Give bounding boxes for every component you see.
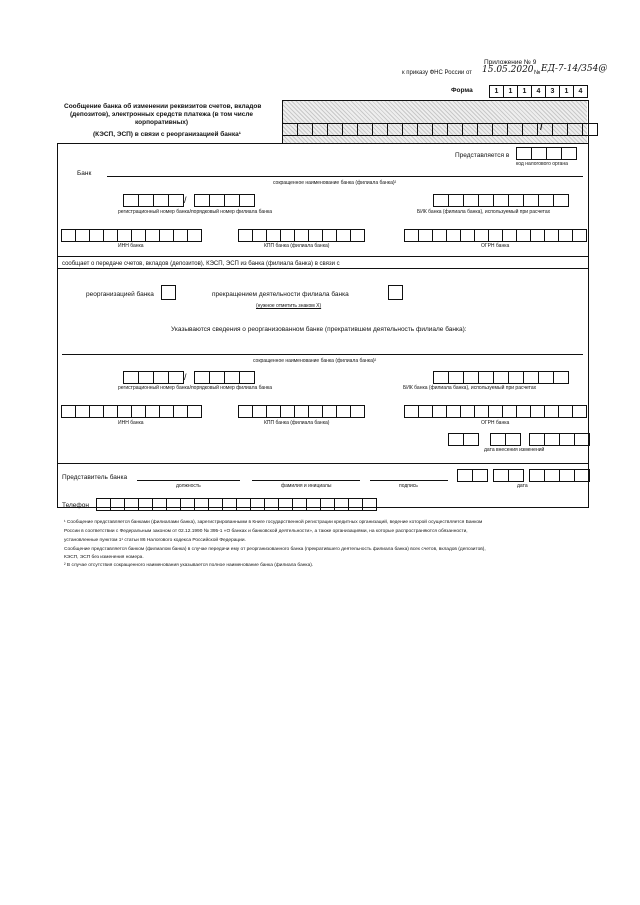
position-line[interactable]: [137, 480, 240, 481]
inn-input[interactable]: [61, 229, 201, 242]
form-code-digit: 4: [573, 85, 588, 98]
phone-input[interactable]: [96, 498, 376, 511]
tax-code-caption: код налогового органа: [516, 161, 568, 167]
footnote-2: ² В случае отсутствия сокращенного наименования указывается полное наименование банка (филиала банка).: [64, 563, 314, 568]
sign-date-caption: дата: [517, 483, 528, 489]
title-slash: /: [540, 122, 543, 132]
title-line2: (депозитов), электронных средств платежа (в том числе: [70, 111, 254, 118]
form-code-digit: 1: [559, 85, 574, 98]
kpp-input[interactable]: [238, 229, 364, 242]
form-label: Форма: [451, 87, 473, 94]
footnote-1d: Сообщение представляется банком (филиалом банка) в случае передачи ему от реорганизованного банка (прекратившего деятельность филиала банка) всех счетов, вкладов (депозитов),: [64, 547, 486, 552]
ogrn-input[interactable]: [404, 229, 586, 242]
transfer-divider-top: [57, 256, 588, 257]
bank-label: Банк: [77, 170, 92, 177]
form-code-digit: 3: [545, 85, 560, 98]
title-line3: корпоративных): [135, 119, 189, 126]
reorganized-info-heading: Указываются сведения о реорганизованном банке (прекратившем деятельность филиале банка):: [171, 326, 467, 333]
reorg-slash: /: [184, 372, 187, 382]
termination-checkbox[interactable]: [388, 285, 403, 300]
ogrn-caption: ОГРН банка: [481, 243, 510, 249]
reorg-label: реорганизацией банка: [86, 291, 154, 298]
phone-label: Телефон: [62, 502, 89, 509]
signature-divider: [57, 463, 588, 464]
sign-month-input[interactable]: [493, 469, 523, 482]
reorg-ogrn-caption: ОГРН банка: [481, 420, 510, 426]
signature-caption: подпись: [399, 483, 418, 489]
reorg-reg-caption: регистрационный номер банка/порядковый номер филиала банка: [118, 385, 273, 391]
form-code-digit: 4: [531, 85, 546, 98]
order-no-prefix: №: [534, 70, 541, 76]
reorg-checkbox[interactable]: [161, 285, 176, 300]
reorg-name-line[interactable]: [62, 354, 583, 355]
bik-caption: БИК банка (филиала банка), используемый при расчетах: [417, 209, 551, 215]
reorg-short-name-caption: сокращенное наименование банка (филиала банка)²: [253, 358, 377, 364]
title-line4: (КЭСП, ЭСП) в связи с реорганизацией банка¹: [93, 131, 241, 138]
change-day-input[interactable]: [448, 433, 478, 446]
kpp-caption: КПП банка (филиала банка): [264, 243, 330, 249]
reorg-bik-caption: БИК банка (филиала банка), используемый при расчетах: [403, 385, 537, 391]
reorg-kpp-caption: КПП банка (филиала банка): [264, 420, 330, 426]
termination-label: прекращением деятельности филиала банка: [212, 291, 349, 298]
change-month-input[interactable]: [490, 433, 520, 446]
order-prefix: к приказу ФНС России от: [402, 70, 472, 76]
reorg-bik-input[interactable]: [433, 371, 568, 384]
signature-line[interactable]: [370, 480, 448, 481]
footnote-1b: России в соответствии с Федеральным законом от 02.12.1990 № 395-1 «О банках и банковской деятельности», а также организациями, на которые распространяются обязанности,: [64, 529, 468, 534]
sign-day-input[interactable]: [457, 469, 487, 482]
change-date-caption: дата внесения изменений: [484, 447, 545, 453]
branch-number-input[interactable]: [194, 194, 254, 207]
footnote-1c: установленные пунктом 1¹ статьи 86 Налогового кодекса Российской Федерации.: [64, 538, 246, 543]
title-divider: [57, 143, 588, 144]
reorg-inn-input[interactable]: [61, 405, 201, 418]
form-code-digit: 1: [489, 85, 504, 98]
change-year-input[interactable]: [529, 433, 589, 446]
reorg-ogrn-input[interactable]: [404, 405, 586, 418]
form-code-digit: 1: [503, 85, 518, 98]
order-number: ЕД-7-14/354@: [541, 64, 608, 74]
form-code-cells: [489, 85, 587, 98]
form-code-digit: 1: [517, 85, 532, 98]
presented-to-label: Представляется в: [455, 152, 510, 159]
bank-short-name-caption: сокращенное наименование банка (филиала банка)²: [273, 180, 397, 186]
footnote-1e: КЭСП, ЭСП без изменения номера.: [64, 555, 144, 560]
reg-number-input[interactable]: [123, 194, 183, 207]
rep-label: Представитель банка: [62, 474, 128, 481]
bik-input[interactable]: [433, 194, 568, 207]
order-date: 15.05.2020: [482, 65, 534, 75]
title-number-cells[interactable]: [282, 123, 597, 136]
appendix-label: Приложение № 9: [484, 59, 537, 66]
reorg-inn-caption: ИНН банка: [118, 420, 144, 426]
inn-caption: ИНН банка: [118, 243, 144, 249]
footnote-1: ¹ Сообщение представляется банками (филиалами банка), зарегистрированными в Книге государственной регистрации кредитных организаций, ведение которой осуществляется Банком: [64, 520, 483, 525]
name-caption: фамилия и инициалы: [281, 483, 332, 489]
title-line1: Сообщение банка об изменении реквизитов счетов, вкладов: [64, 103, 262, 110]
reg-caption: регистрационный номер банка/порядковый номер филиала банка: [118, 209, 273, 215]
transfer-intro: сообщает о передаче счетов, вкладов (депозитов), КЭСП, ЭСП из банка (филиала банка) в связи с: [62, 261, 340, 267]
name-line[interactable]: [252, 480, 360, 481]
reorg-branch-number-input[interactable]: [194, 371, 254, 384]
mark-hint: (нужное отметить знаком Х): [256, 303, 322, 309]
sign-year-input[interactable]: [529, 469, 589, 482]
tax-code-input[interactable]: [516, 147, 576, 160]
position-caption: должность: [176, 483, 201, 489]
bank-name-line[interactable]: [107, 176, 583, 177]
reg-slash: /: [184, 195, 187, 205]
transfer-divider-bottom: [57, 268, 588, 269]
reorg-kpp-input[interactable]: [238, 405, 364, 418]
reorg-reg-number-input[interactable]: [123, 371, 183, 384]
